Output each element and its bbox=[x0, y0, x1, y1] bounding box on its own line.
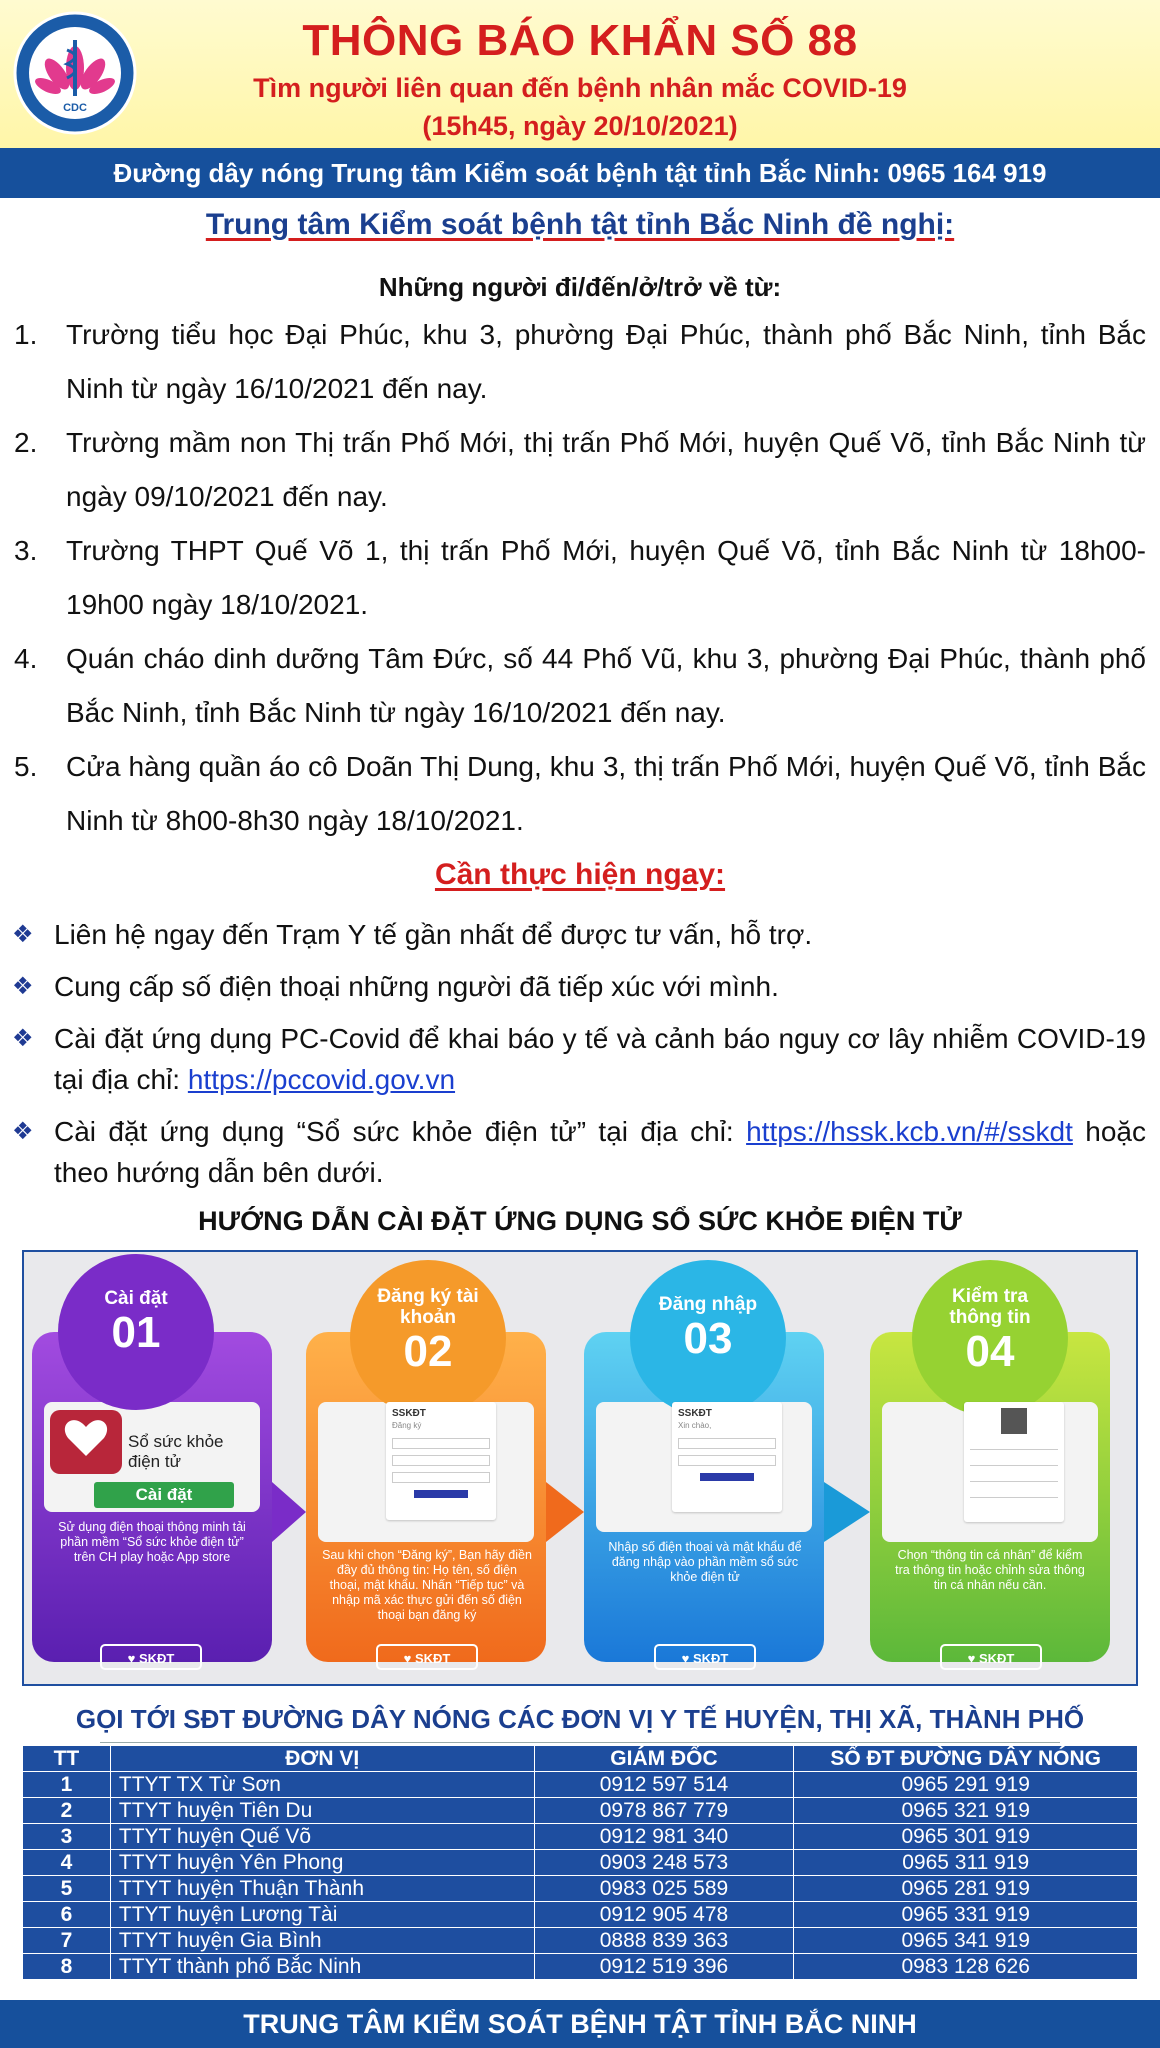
diamond-bullet-icon: ❖ bbox=[12, 1025, 34, 1052]
table-row bbox=[23, 1824, 1138, 1850]
sskdt-link[interactable]: https://hssk.kcb.vn/#/sskdt bbox=[746, 1116, 1073, 1147]
hotline-phone: 0965 341 919 bbox=[794, 1928, 1138, 1954]
footer-bar: TRUNG TÂM KIỂM SOÁT BỆNH TẬT TỈNH BẮC NINH bbox=[0, 2000, 1160, 2048]
cdc-logo bbox=[12, 10, 138, 136]
people-header: Những người đi/đến/ở/trở về từ: bbox=[378, 272, 782, 302]
location-number: 2. bbox=[14, 427, 38, 458]
table-row bbox=[23, 1902, 1138, 1928]
director-phone: 0912 597 514 bbox=[534, 1772, 794, 1798]
row-number: 6 bbox=[23, 1902, 111, 1928]
mock-register-label: Đăng ký bbox=[392, 1421, 422, 1430]
hotline-phone: 0965 331 919 bbox=[794, 1902, 1138, 1928]
arrow-icon bbox=[272, 1482, 306, 1542]
location-item bbox=[14, 632, 1146, 740]
action-item bbox=[12, 1111, 1146, 1193]
hotline-phone: 0983 128 626 bbox=[794, 1954, 1138, 1980]
column-header: ĐƠN VỊ bbox=[110, 1746, 534, 1772]
row-number: 5 bbox=[23, 1876, 111, 1902]
director-phone: 0983 025 589 bbox=[534, 1876, 794, 1902]
step-2-description: Sau khi chọn “Đăng ký”, Bạn hãy điền đầy đủ thông tin: Họ tên, số điện thoại, mật khẩu. Nhấn “Tiếp tục” và nhập mã xác thực gửi đến số điện thoại bạn đăng ký bbox=[322, 1548, 532, 1622]
location-text: Trường THPT Quế Võ 1, thị trấn Phố Mới, huyện Quế Võ, tỉnh Bắc Ninh từ 18h00-19h00 ngày 18/10/2021. bbox=[66, 535, 1146, 620]
row-number: 7 bbox=[23, 1928, 111, 1954]
sskdt-badge bbox=[940, 1644, 1042, 1670]
proposal-text: Trung tâm Kiểm soát bệnh tật tỉnh Bắc Ninh đề nghị: bbox=[205, 208, 955, 241]
guide-title: HƯỚNG DẪN CÀI ĐẶT ỨNG DỤNG SỔ SỨC KHỎE ĐIỆN TỬ bbox=[198, 1206, 962, 1236]
divider bbox=[100, 1742, 1060, 1743]
table-row bbox=[23, 1928, 1138, 1954]
sskdt-badge bbox=[376, 1644, 478, 1670]
proposal-heading bbox=[0, 208, 1160, 242]
step-3-description: Nhập số điện thoại và mật khẩu để đăng nhập vào phần mềm sổ sức khỏe điện tử bbox=[608, 1540, 802, 1584]
action-item bbox=[12, 966, 1146, 1007]
mock-hello-label: Xin chào, bbox=[678, 1421, 712, 1430]
hotline-phone: 0965 321 919 bbox=[794, 1798, 1138, 1824]
step-4-label bbox=[910, 1286, 1070, 1376]
hotline-phone: 0965 311 919 bbox=[794, 1850, 1138, 1876]
hotline-bar: Đường dây nóng Trung tâm Kiểm soát bệnh tật tỉnh Bắc Ninh: 0965 164 919 bbox=[0, 148, 1160, 198]
director-phone: 0912 519 396 bbox=[534, 1954, 794, 1980]
location-text: Cửa hàng quần áo cô Doãn Thị Dung, khu 3, thị trấn Phố Mới, huyện Quế Võ, tỉnh Bắc Ninh từ 8h00-8h30 ngày 18/10/2021. bbox=[66, 751, 1146, 836]
mock-brand: SSKĐT bbox=[678, 1408, 712, 1419]
page-title: THÔNG BÁO KHẨN SỐ 88 bbox=[302, 16, 858, 65]
step-name: Cài đặt bbox=[104, 1288, 168, 1309]
announcement-datetime: (15h45, ngày 20/10/2021) bbox=[422, 111, 738, 141]
action-item bbox=[12, 914, 1146, 955]
action-text: Liên hệ ngay đến Trạm Y tế gần nhất để được tư vấn, hỗ trợ. bbox=[54, 919, 813, 950]
step-name: Đăng ký tài khoản bbox=[377, 1286, 479, 1328]
action-text: Cài đặt ứng dụng PC-Covid để khai báo y tế và cảnh báo nguy cơ lây nhiễm COVID-19 tại địa chỉ: bbox=[54, 1023, 1146, 1095]
register-screen-mock bbox=[386, 1402, 496, 1520]
heart-icon: ♥ bbox=[403, 1651, 415, 1666]
unit-name: TTYT huyện Tiên Du bbox=[110, 1798, 534, 1824]
unit-name: TTYT huyện Quế Võ bbox=[110, 1824, 534, 1850]
location-item bbox=[14, 308, 1146, 416]
table-row bbox=[23, 1798, 1138, 1824]
hotline-table-title: GỌI TỚI SĐT ĐƯỜNG DÂY NÓNG CÁC ĐƠN VỊ Y TẾ HUYỆN, THỊ XÃ, THÀNH PHỐ bbox=[75, 1704, 1085, 1734]
unit-name: TTYT TX Từ Sơn bbox=[110, 1772, 534, 1798]
page-subtitle: Tìm người liên quan đến bệnh nhân mắc COVID-19 bbox=[253, 73, 907, 103]
unit-name: TTYT huyện Lương Tài bbox=[110, 1902, 534, 1928]
row-number: 4 bbox=[23, 1850, 111, 1876]
diamond-bullet-icon: ❖ bbox=[12, 973, 34, 1000]
badge-text: SKĐT bbox=[978, 1651, 1015, 1666]
pccovid-link[interactable]: https://pccovid.gov.vn bbox=[187, 1064, 456, 1095]
unit-name: TTYT huyện Gia Bình bbox=[110, 1928, 534, 1954]
table-header-row bbox=[23, 1746, 1138, 1772]
location-item bbox=[14, 524, 1146, 632]
director-phone: 0903 248 573 bbox=[534, 1850, 794, 1876]
column-header: TT bbox=[23, 1746, 111, 1772]
badge-text: SKĐT bbox=[138, 1651, 175, 1666]
sskdt-badge bbox=[100, 1644, 202, 1670]
heart-icon: ♥ bbox=[681, 1651, 693, 1666]
step-4-description: Chọn “thông tin cá nhân” để kiểm tra thông tin hoặc chỉnh sửa thông tin cá nhân nếu cần. bbox=[895, 1548, 1085, 1592]
login-screen-mock bbox=[672, 1402, 782, 1512]
table-row bbox=[23, 1850, 1138, 1876]
unit-name: TTYT thành phố Bắc Ninh bbox=[110, 1954, 534, 1980]
step-1-label bbox=[56, 1288, 216, 1357]
location-text: Quán cháo dinh dưỡng Tâm Đức, số 44 Phố Vũ, khu 3, phường Đại Phúc, thành phố Bắc Ninh, tỉnh Bắc Ninh từ ngày 16/10/2021 đến nay. bbox=[66, 643, 1146, 728]
app-name: Sổ sức khỏe điện tử bbox=[128, 1432, 224, 1471]
location-number: 5. bbox=[14, 751, 38, 782]
diamond-bullet-icon: ❖ bbox=[12, 921, 34, 948]
column-header: GIÁM ĐỐC bbox=[534, 1746, 794, 1772]
action-text: Cung cấp số điện thoại những người đã tiếp xúc với mình. bbox=[54, 971, 779, 1002]
step-name: Kiểm tra thông tin bbox=[949, 1286, 1031, 1328]
hotline-phone: 0965 281 919 bbox=[794, 1876, 1138, 1902]
heart-icon: ♥ bbox=[967, 1651, 979, 1666]
step-number: 04 bbox=[965, 1327, 1015, 1376]
row-number: 8 bbox=[23, 1954, 111, 1980]
director-phone: 0912 981 340 bbox=[534, 1824, 794, 1850]
step-number: 03 bbox=[683, 1314, 733, 1363]
hotline-phone: 0965 301 919 bbox=[794, 1824, 1138, 1850]
location-item bbox=[14, 416, 1146, 524]
arrow-icon bbox=[824, 1482, 870, 1542]
row-number: 2 bbox=[23, 1798, 111, 1824]
table-row bbox=[23, 1954, 1138, 1980]
arrow-icon bbox=[546, 1482, 584, 1542]
row-number: 3 bbox=[23, 1824, 111, 1850]
heart-icon: ♥ bbox=[127, 1651, 139, 1666]
action-text-tail: hoặc theo hướng dẫn bên dưới. bbox=[54, 1116, 1147, 1188]
table-row bbox=[23, 1772, 1138, 1798]
director-phone: 0912 905 478 bbox=[534, 1902, 794, 1928]
director-phone: 0978 867 779 bbox=[534, 1798, 794, 1824]
location-item bbox=[14, 740, 1146, 848]
badge-text: SKĐT bbox=[414, 1651, 451, 1666]
row-number: 1 bbox=[23, 1772, 111, 1798]
location-text: Trường tiểu học Đại Phúc, khu 3, phường Đại Phúc, thành phố Bắc Ninh, tỉnh Bắc Ninh từ ngày 16/10/2021 đến nay. bbox=[66, 319, 1146, 404]
profile-screen-mock bbox=[964, 1402, 1064, 1522]
step-number: 02 bbox=[403, 1327, 453, 1376]
table-row bbox=[23, 1876, 1138, 1902]
hotline-phone: 0965 291 919 bbox=[794, 1772, 1138, 1798]
logo-text: CDC bbox=[63, 102, 87, 114]
location-number: 4. bbox=[14, 643, 38, 674]
mock-brand: SSKĐT bbox=[392, 1408, 426, 1419]
sskdt-badge bbox=[654, 1644, 756, 1670]
action-item bbox=[12, 1018, 1146, 1100]
unit-name: TTYT huyện Yên Phong bbox=[110, 1850, 534, 1876]
step-1-description: Sử dụng điện thoại thông minh tải phần mềm “Sổ sức khỏe điện tử” trên CH play hoặc App store bbox=[58, 1520, 246, 1564]
step-3-label bbox=[628, 1294, 788, 1363]
install-button: Cài đặt bbox=[94, 1482, 234, 1508]
action-text: Cài đặt ứng dụng “Sổ sức khỏe điện tử” tại địa chỉ: bbox=[54, 1116, 747, 1147]
location-number: 1. bbox=[14, 319, 38, 350]
location-text: Trường mầm non Thị trấn Phố Mới, thị trấn Phố Mới, huyện Quế Võ, tỉnh Bắc Ninh từ ngày 09/10/2021 đến nay. bbox=[66, 427, 1146, 512]
action-heading bbox=[0, 858, 1160, 892]
location-list bbox=[14, 308, 1146, 848]
header-banner bbox=[0, 0, 1160, 148]
step-name: Đăng nhập bbox=[658, 1294, 758, 1315]
badge-text: SKĐT bbox=[692, 1651, 729, 1666]
hotline-table bbox=[22, 1745, 1138, 1980]
director-phone: 0888 839 363 bbox=[534, 1928, 794, 1954]
step-number: 01 bbox=[111, 1308, 161, 1357]
step-2-label bbox=[348, 1286, 508, 1376]
action-title-text: Cần thực hiện ngay: bbox=[434, 858, 726, 891]
column-header: SỐ ĐT ĐƯỜNG DÂY NÓNG bbox=[794, 1746, 1138, 1772]
install-guide-infographic bbox=[22, 1250, 1138, 1686]
action-list bbox=[12, 914, 1146, 1204]
location-number: 3. bbox=[14, 535, 38, 566]
unit-name: TTYT huyện Thuận Thành bbox=[110, 1876, 534, 1902]
diamond-bullet-icon: ❖ bbox=[12, 1118, 34, 1145]
qr-code-icon bbox=[1001, 1408, 1027, 1434]
